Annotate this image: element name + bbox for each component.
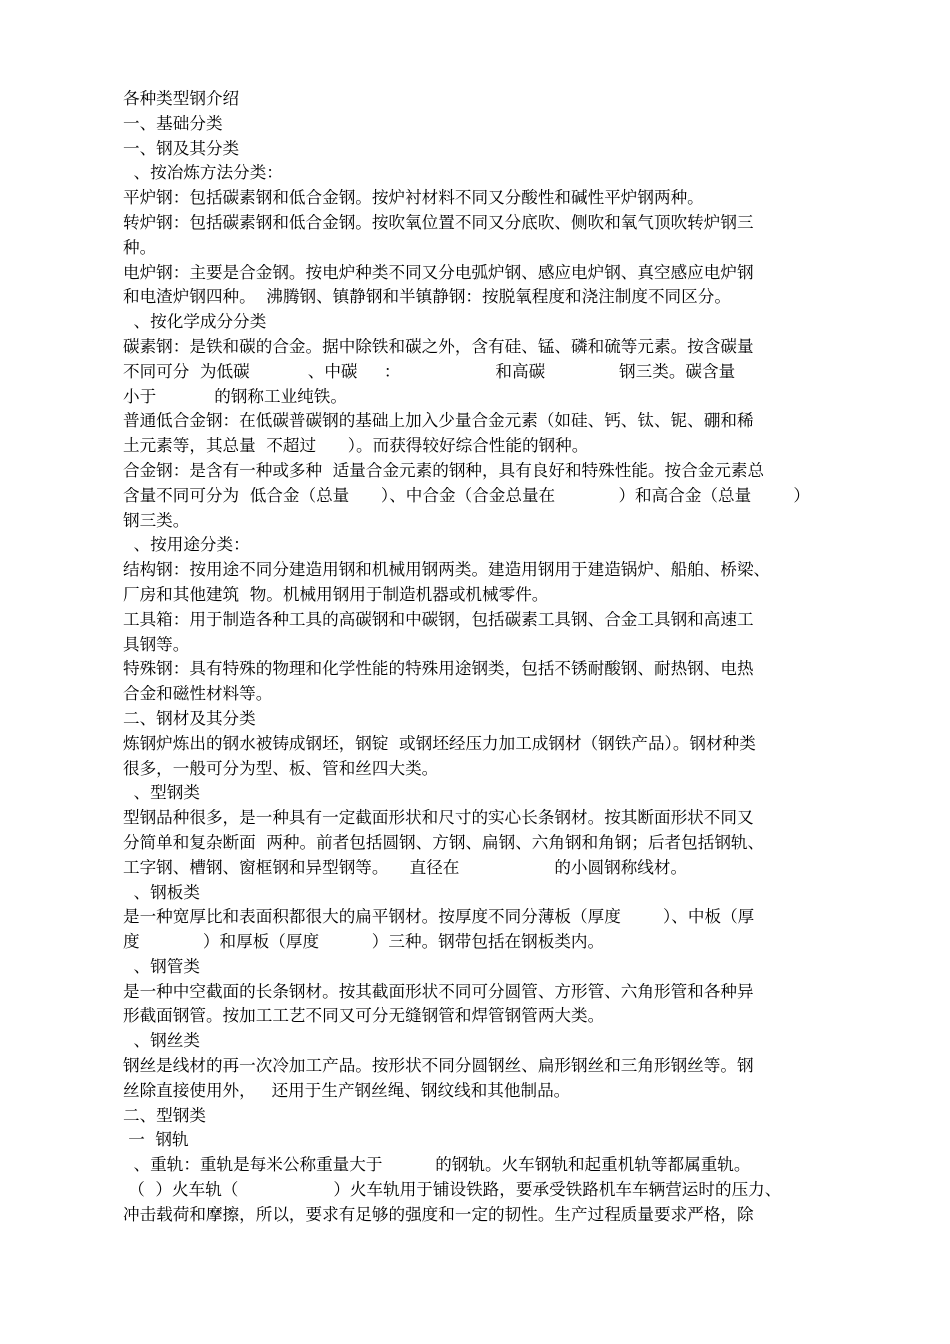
section-heading: 一、基础分类 bbox=[123, 113, 223, 133]
text-line: 工字钢、槽钢、窗框钢和异型钢等。 直径在 的小圆钢称线材。 bbox=[123, 857, 688, 877]
text-line: 不同可分 为低碳 、中碳 ： 和高碳 钢三类。碳含量 bbox=[123, 361, 736, 381]
subsection-heading: 、钢管类 bbox=[123, 956, 200, 976]
text-line: 合金和磁性材料等。 bbox=[123, 684, 273, 704]
text-line: 、重轨：重轨是每米公称重量大于 的钢轨。火车钢轨和起重机轨等都属重轨。 bbox=[123, 1155, 751, 1175]
text-line: 碳素钢：是铁和碳的合金。据中除铁和碳之外，含有硅、锰、磷和硫等元素。按含碳量 bbox=[123, 336, 754, 356]
section-heading: 二、型钢类 bbox=[123, 1105, 206, 1125]
text-line: 合金钢：是含有一种或多种 适量合金元素的钢种，具有良好和特殊性能。按合金元素总 bbox=[123, 460, 765, 480]
text-line: 具钢等。 bbox=[123, 634, 190, 654]
text-line: 厂房和其他建筑 物。机械用钢用于制造机器或机械零件。 bbox=[123, 584, 549, 604]
text-line: 平炉钢：包括碳素钢和低合金钢。按炉衬材料不同又分酸性和碱性平炉钢两种。 bbox=[123, 188, 704, 208]
text-line: 是一种宽厚比和表面积都很大的扁平钢材。按厚度不同分薄板（厚度 ）、中板（厚 bbox=[123, 907, 755, 927]
subsection-heading: 、型钢类 bbox=[123, 783, 200, 803]
text-line: 钢三类。 bbox=[123, 510, 190, 530]
text-line: 钢丝是线材的再一次冷加工产品。按形状不同分圆钢丝、扁形钢丝和三角形钢丝等。钢 bbox=[123, 1056, 754, 1076]
text-line: 和电渣炉钢四种。 沸腾钢、镇静钢和半镇静钢：按脱氧程度和浇注制度不同区分。 bbox=[123, 287, 731, 307]
text-line: 种。 bbox=[123, 237, 157, 257]
text-line: 结构钢：按用途不同分建造用钢和机械用钢两类。建造用钢用于建造锅炉、船舶、桥梁、 bbox=[123, 560, 771, 580]
text-line: 丝除直接使用外， 还用于生产钢丝绳、钢纹线和其他制品。 bbox=[123, 1080, 571, 1100]
text-line: （ ）火车轨（ ）火车轨用于铺设铁路，要承受铁路机车车辆营运时的压力、 bbox=[123, 1180, 782, 1200]
text-line: 土元素等，其总量 不超过 ）。而获得较好综合性能的钢种。 bbox=[123, 436, 589, 456]
text-line: 冲击载荷和摩擦，所以，要求有足够的强度和一定的韧性。生产过程质量要求严格，除 bbox=[123, 1204, 754, 1224]
text-line: 电炉钢：主要是合金钢。按电炉种类不同又分电弧炉钢、感应电炉钢、真空感应电炉钢 bbox=[123, 262, 754, 282]
text-line: 工具箱：用于制造各种工具的高碳钢和中碳钢，包括碳素工具钢、合金工具钢和高速工 bbox=[123, 609, 754, 629]
text-line: 普通低合金钢：在低碳普碳钢的基础上加入少量合金元素（如硅、钙、钛、铌、硼和稀 bbox=[123, 411, 754, 431]
subsection-heading: 一 钢轨 bbox=[123, 1130, 189, 1150]
text-line: 分简单和复杂断面 两种。前者包括圆钢、方钢、扁钢、六角钢和角钢；后者包括钢轨、 bbox=[123, 832, 765, 852]
text-line: 特殊钢：具有特殊的物理和化学性能的特殊用途钢类，包括不锈耐酸钢、耐热钢、电热 bbox=[123, 659, 754, 679]
text-line: 型钢品种很多，是一种具有一定截面形状和尺寸的实心长条钢材。按其断面形状不同又 bbox=[123, 808, 754, 828]
text-line: 度 ）和厚板（厚度 ）三种。钢带包括在钢板类内。 bbox=[123, 932, 605, 952]
text-line: 是一种中空截面的长条钢材。按其截面形状不同可分圆管、方形管、六角形管和各种异 bbox=[123, 981, 754, 1001]
text-line: 含量不同可分为 低合金（总量 ）、中合金（合金总量在 ）和高合金（总量 ） bbox=[123, 485, 810, 505]
text-line: 很多，一般可分为型、板、管和丝四大类。 bbox=[123, 758, 439, 778]
document-body bbox=[123, 87, 863, 1228]
subsection-heading: 、按冶炼方法分类： bbox=[123, 163, 283, 183]
subsection-heading: 、按用途分类： bbox=[123, 535, 250, 555]
section-heading: 二、钢材及其分类 bbox=[123, 708, 256, 728]
subsection-heading: 、按化学成分分类 bbox=[123, 312, 267, 332]
subsection-heading: 、钢板类 bbox=[123, 882, 200, 902]
doc-title: 各种类型钢介绍 bbox=[123, 89, 240, 108]
section-heading: 一、钢及其分类 bbox=[123, 138, 240, 158]
text-line: 小于 的钢称工业纯铁。 bbox=[123, 386, 347, 406]
subsection-heading: 、钢丝类 bbox=[123, 1031, 200, 1051]
text-line: 炼钢炉炼出的钢水被铸成钢坯，钢锭 或钢坯经压力加工成钢材（钢铁产品）。钢材种类 bbox=[123, 733, 756, 753]
text-line: 转炉钢：包括碳素钢和低合金钢。按吹氧位置不同又分底吹、侧吹和氧气顶吹转炉钢三 bbox=[123, 212, 754, 232]
text-line: 形截面钢管。按加工工艺不同又可分无缝钢管和焊管钢管两大类。 bbox=[123, 1006, 605, 1026]
